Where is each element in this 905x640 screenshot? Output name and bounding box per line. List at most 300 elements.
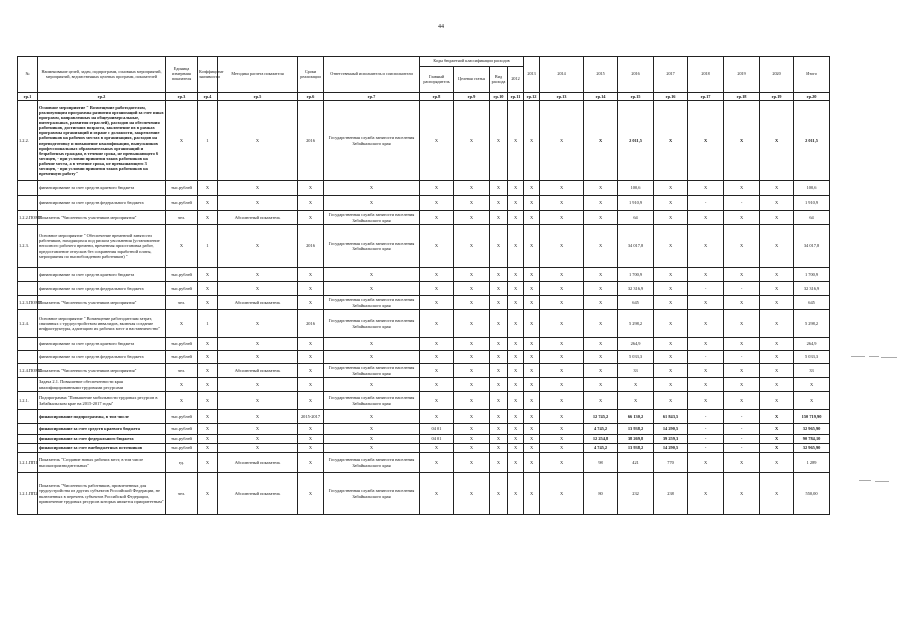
header-executor: Ответственный исполнитель и соисполнители <box>324 57 420 93</box>
table-cell: Х <box>524 338 540 351</box>
table-cell: Х <box>540 473 584 515</box>
table-cell: - <box>688 196 724 211</box>
header-year-2014: 2014 <box>540 57 584 93</box>
table-cell: 421 <box>618 453 654 473</box>
table-cell: 264,9 <box>618 338 654 351</box>
table-cell: Х <box>454 435 490 444</box>
table-cell: Государственная служба занятости населения Забайкальского края <box>324 473 420 515</box>
table-cell: 1.2.2. <box>18 101 38 181</box>
table-cell: Х <box>654 364 688 378</box>
row-name-cell: финансирование за счет средств краевого бюджета <box>38 338 166 351</box>
table-cell: тыс.рублей <box>166 268 198 282</box>
table-cell: 1.2.4. <box>18 310 38 338</box>
table-cell: Х <box>654 296 688 310</box>
table-cell: Х <box>524 364 540 378</box>
table-cell: 61 843,5 <box>654 410 688 424</box>
table-cell: Х <box>298 211 324 225</box>
table-cell: Х <box>420 181 454 196</box>
table-cell: Х <box>198 444 218 453</box>
table-cell: Х <box>508 444 524 453</box>
header-year-2018: 2018 <box>688 57 724 93</box>
table-cell: Х <box>198 435 218 444</box>
table-cell: Х <box>584 364 618 378</box>
table-cell: Х <box>490 444 508 453</box>
table-cell: Х <box>540 364 584 378</box>
table-cell: Х <box>508 392 524 410</box>
table-cell: Х <box>724 225 760 268</box>
row-name-cell: финансирование за счет внебюджетных источников <box>38 444 166 453</box>
table-cell: Х <box>198 338 218 351</box>
table-cell: 14 290,5 <box>654 424 688 435</box>
table-cell: Х <box>490 338 508 351</box>
table-cell: Х <box>524 473 540 515</box>
table-cell: Х <box>298 392 324 410</box>
table-cell: Х <box>618 392 654 410</box>
row-name-cell: финансирование за счет средств краевого бюджета <box>38 268 166 282</box>
table-cell: Х <box>724 364 760 378</box>
table-cell: Х <box>454 444 490 453</box>
table-cell: Х <box>540 435 584 444</box>
table-cell: Х <box>420 351 454 364</box>
table-cell: Х <box>454 364 490 378</box>
table-cell: 1 289 <box>794 453 830 473</box>
table-cell: 98 <box>584 453 618 473</box>
table-cell: Х <box>198 378 218 392</box>
table-cell: Х <box>420 453 454 473</box>
table-cell: Х <box>524 282 540 296</box>
table-cell: Х <box>688 310 724 338</box>
table-row <box>18 338 830 351</box>
table-cell: Х <box>760 282 794 296</box>
header-year-2012: 2012 <box>508 67 524 93</box>
table-cell: Х <box>508 268 524 282</box>
table-cell: Х <box>524 225 540 268</box>
table-cell: Х <box>298 378 324 392</box>
table-cell: Х <box>420 296 454 310</box>
table-cell: Х <box>654 351 688 364</box>
column-number-cell: гр.19 <box>760 93 794 101</box>
table-cell: Х <box>166 101 198 181</box>
table-cell: Х <box>198 181 218 196</box>
table-cell: Х <box>508 282 524 296</box>
table-cell: Х <box>490 435 508 444</box>
header-year-2019: 2019 <box>724 57 760 93</box>
column-number-cell: гр.13 <box>540 93 584 101</box>
table-cell: Х <box>540 444 584 453</box>
table-cell: Х <box>540 410 584 424</box>
table-cell: тыс.рублей <box>166 196 198 211</box>
table-cell: Х <box>454 453 490 473</box>
table-cell: Х <box>420 268 454 282</box>
table-cell: Государственная служба занятости населения Забайкальского края <box>324 296 420 310</box>
table-cell: 1.2.3. <box>18 225 38 268</box>
table-cell: 100,6 <box>618 181 654 196</box>
table-cell: 645 <box>618 296 654 310</box>
table-cell: Х <box>454 296 490 310</box>
table-cell: Х <box>508 453 524 473</box>
column-number-cell: гр.6 <box>298 93 324 101</box>
table-cell: Х <box>490 364 508 378</box>
table-cell: Х <box>324 410 420 424</box>
header-expense-type: Вид расхода <box>490 67 508 93</box>
table-cell: 232 <box>618 473 654 515</box>
table-cell: Х <box>218 410 298 424</box>
table-cell: 2016 <box>298 101 324 181</box>
row-name-cell: Показатель "Численность участников мероприятия" <box>38 211 166 225</box>
table-cell: Х <box>654 181 688 196</box>
column-number-cell: гр.9 <box>454 93 490 101</box>
table-cell: Х <box>540 296 584 310</box>
table-cell: чел. <box>166 473 198 515</box>
table-cell: Х <box>760 444 794 453</box>
table-cell: Х <box>508 424 524 435</box>
table-cell: Х <box>760 351 794 364</box>
column-number-cell: гр.3 <box>166 93 198 101</box>
table-cell: Х <box>760 424 794 435</box>
table-cell: Х <box>524 378 540 392</box>
table-cell: Х <box>298 364 324 378</box>
table-cell: 5 033,3 <box>794 351 830 364</box>
table-cell: - <box>724 435 760 444</box>
table-cell: 4 745,2 <box>584 424 618 435</box>
header-total: Итого <box>794 57 830 93</box>
table-cell: 1.2.1. <box>18 392 38 410</box>
table-cell: Х <box>688 268 724 282</box>
table-cell: Х <box>298 338 324 351</box>
table-cell: Х <box>490 310 508 338</box>
table-cell: Х <box>524 444 540 453</box>
table-cell: - <box>724 444 760 453</box>
table-cell: Х <box>584 378 618 392</box>
table-cell: Х <box>490 392 508 410</box>
table-cell: 33 <box>794 364 830 378</box>
table-cell: Х <box>490 424 508 435</box>
table-cell: Х <box>760 364 794 378</box>
table-cell: Х <box>198 473 218 515</box>
table-row <box>18 364 830 378</box>
table-cell <box>18 444 38 453</box>
row-name-cell: Показатель "Численность участников мероприятия" <box>38 296 166 310</box>
table-cell: Х <box>524 101 540 181</box>
table-cell: Х <box>524 181 540 196</box>
column-number-cell: гр.10 <box>490 93 508 101</box>
table-cell: Х <box>324 435 420 444</box>
table-cell: Х <box>688 378 724 392</box>
table-cell: Х <box>584 101 618 181</box>
table-cell: Х <box>420 410 454 424</box>
table-cell: 5 033,3 <box>618 351 654 364</box>
table-cell: Х <box>298 473 324 515</box>
table-cell: 34 017,8 <box>794 225 830 268</box>
table-cell: Х <box>508 196 524 211</box>
table-cell: Х <box>508 473 524 515</box>
table-cell: 550,00 <box>794 473 830 515</box>
table-cell: 100,6 <box>794 181 830 196</box>
table-row <box>18 310 830 338</box>
table-cell: Х <box>420 378 454 392</box>
table-row <box>18 282 830 296</box>
table-cell: Х <box>688 338 724 351</box>
table-cell: Х <box>540 211 584 225</box>
header-year-2017: 2017 <box>654 57 688 93</box>
table-cell: 64 <box>794 211 830 225</box>
table-cell: Х <box>490 196 508 211</box>
table-body <box>18 101 830 515</box>
column-number-cell: гр.5 <box>218 93 298 101</box>
table-cell: Х <box>524 424 540 435</box>
table-cell: Х <box>198 410 218 424</box>
table-cell: 2016 <box>298 225 324 268</box>
table-cell: Х <box>540 268 584 282</box>
table-cell: Х <box>490 181 508 196</box>
table-cell: Х <box>420 473 454 515</box>
column-number-cell: гр.17 <box>688 93 724 101</box>
table-row <box>18 453 830 473</box>
table-cell: Х <box>218 444 298 453</box>
table-cell: Х <box>508 351 524 364</box>
table-cell: Х <box>324 351 420 364</box>
table-cell: Х <box>654 282 688 296</box>
table-cell: 39 259,3 <box>654 435 688 444</box>
table-cell: Х <box>324 268 420 282</box>
table-cell: Х <box>218 424 298 435</box>
table-cell: Х <box>298 296 324 310</box>
table-cell: Х <box>490 211 508 225</box>
table-cell: Х <box>198 351 218 364</box>
table-cell: Х <box>540 453 584 473</box>
table-cell: Государственная служба занятости населения Забайкальского края <box>324 225 420 268</box>
table-cell: 32 965,90 <box>794 424 830 435</box>
table-cell: 2016 <box>298 310 324 338</box>
table-cell: 5 298,2 <box>618 310 654 338</box>
column-number-cell: гр.2 <box>38 93 166 101</box>
table-cell: Х <box>324 378 420 392</box>
table-cell: Х <box>688 211 724 225</box>
table-cell: Х <box>654 211 688 225</box>
table-cell: Х <box>760 181 794 196</box>
table-cell: Х <box>760 453 794 473</box>
table-cell: Х <box>760 473 794 515</box>
table-cell: Х <box>794 392 830 410</box>
table-cell: Х <box>724 101 760 181</box>
table-cell: 38 269,8 <box>618 435 654 444</box>
table-cell: Х <box>218 392 298 410</box>
table-cell: Х <box>724 181 760 196</box>
table-cell: Абсолютный показатель <box>218 453 298 473</box>
table-cell: Х <box>298 268 324 282</box>
table-cell: Х <box>166 392 198 410</box>
table-cell: Х <box>324 338 420 351</box>
table-cell: Х <box>454 181 490 196</box>
row-name-cell: Основное мероприятие " Обеспечение временной занятости работников, находящихся под риском увольнения (установление неполного рабочего времени, временная приостановка работ, предоставление отпусков без сохранения заработной платы, мероприятия по высвобождению работников) " <box>38 225 166 268</box>
table-row <box>18 435 830 444</box>
table-row <box>18 392 830 410</box>
table-cell: 1 700,9 <box>618 268 654 282</box>
column-number-cell: гр.12 <box>524 93 540 101</box>
table-cell: Х <box>654 101 688 181</box>
table-cell: Х <box>524 410 540 424</box>
table-cell: Х <box>724 268 760 282</box>
table-cell: Х <box>490 101 508 181</box>
table-cell: Государственная служба занятости населения Забайкальского края <box>324 211 420 225</box>
table-cell: Х <box>760 225 794 268</box>
table-cell: Государственная служба занятости населения Забайкальского края <box>324 364 420 378</box>
table-cell <box>18 181 38 196</box>
table-cell: чел. <box>166 364 198 378</box>
row-name-cell: Показатель "Создание новых рабочих мест, в том числе высокопроизводительных" <box>38 453 166 473</box>
table-cell: Х <box>508 181 524 196</box>
table-cell: 32 316,9 <box>794 282 830 296</box>
column-number-cell: гр.16 <box>654 93 688 101</box>
row-name-cell: Основное мероприятие " Возмещение работодателям, реализующим программы развития организаций за счет иных программ, направленных на общеуниверсальные, интегральных, развития отраслей), расходов на обеспечения работников, достигших возраста, заключение их в рамках программы организаций и охране с должности, закрепление работников на рабочих местах в организациях, расходов на переподготовку и повышение квалификации, выпускников профессиональных образовательных организаций и безработных граждан, в течение срока, не превышающего 6 месяцев, - при условии принятия таких работников на рабочие места, а в течение срока, не превышающего 3 месяцев, - при условии принятия таких работников на временную работу" <box>38 101 166 181</box>
table-cell: Х <box>454 101 490 181</box>
row-name-cell: финансирование за счет средств краевого бюджета <box>38 424 166 435</box>
table-cell <box>18 351 38 364</box>
table-cell: Х <box>490 473 508 515</box>
header-no: № <box>18 57 38 93</box>
table-cell: 4 745,2 <box>584 444 618 453</box>
table-cell: Х <box>324 282 420 296</box>
table-cell: Х <box>298 444 324 453</box>
table-cell: 13 938,2 <box>618 424 654 435</box>
table-cell: Х <box>198 211 218 225</box>
table-cell: тыс.рублей <box>166 444 198 453</box>
table-cell: Х <box>760 101 794 181</box>
table-cell: Х <box>524 296 540 310</box>
table-cell: - <box>688 410 724 424</box>
table-cell: Х <box>654 310 688 338</box>
table-cell: Х <box>218 225 298 268</box>
table-cell: Х <box>166 225 198 268</box>
table-cell: Х <box>688 453 724 473</box>
table-cell: 1 910,9 <box>794 196 830 211</box>
table-cell: 12 254,8 <box>584 435 618 444</box>
table-cell: Х <box>524 211 540 225</box>
table-cell: Х <box>760 268 794 282</box>
table-cell: Х <box>198 424 218 435</box>
table-cell: 5 298,2 <box>794 310 830 338</box>
table-cell: Х <box>420 225 454 268</box>
margin-scan-marks <box>831 0 901 640</box>
table-cell: Х <box>218 351 298 364</box>
table-cell <box>18 282 38 296</box>
table-cell: Х <box>524 351 540 364</box>
table-cell: Х <box>490 351 508 364</box>
table-row <box>18 101 830 181</box>
table-cell: 1.2.3.ПОМЗ <box>18 296 38 310</box>
table-cell: тыс.рублей <box>166 181 198 196</box>
table-cell: Х <box>490 282 508 296</box>
table-cell: Х <box>198 392 218 410</box>
table-cell: Х <box>724 453 760 473</box>
table-cell: Х <box>508 364 524 378</box>
column-number-cell: гр.14 <box>584 93 618 101</box>
table-cell: Абсолютный показатель <box>218 296 298 310</box>
table-cell: Х <box>218 310 298 338</box>
table-cell: Х <box>218 378 298 392</box>
row-name-cell: Задача 2.1. Повышение обеспеченности края квалифицированными трудовыми ресурсами <box>38 378 166 392</box>
table-row <box>18 444 830 453</box>
table-cell: Х <box>654 268 688 282</box>
table-cell: Абсолютный показатель <box>218 473 298 515</box>
table-cell: 04 01 <box>420 435 454 444</box>
table-cell: Х <box>524 435 540 444</box>
header-term: Сроки реализации <box>298 57 324 93</box>
table-cell: 90 784,10 <box>794 435 830 444</box>
row-name-cell: финансирование за счет средств краевого бюджета <box>38 181 166 196</box>
table-cell: 2 011,5 <box>794 101 830 181</box>
table-cell: Х <box>420 211 454 225</box>
table-cell: Х <box>420 310 454 338</box>
row-name-cell: финансирование за счет средств федерального бюджета <box>38 196 166 211</box>
table-cell: Х <box>490 225 508 268</box>
table-cell: Х <box>508 211 524 225</box>
table-cell: Х <box>688 101 724 181</box>
table-cell: Х <box>688 473 724 515</box>
table-cell: 04 01 <box>420 424 454 435</box>
table-cell: Х <box>760 435 794 444</box>
table-cell: Х <box>524 453 540 473</box>
table-cell: Х <box>166 310 198 338</box>
table-row <box>18 268 830 282</box>
table-row <box>18 351 830 364</box>
table-cell: Х <box>490 453 508 473</box>
table-cell: - <box>688 424 724 435</box>
table-cell: Х <box>166 378 198 392</box>
table-cell: Х <box>654 392 688 410</box>
table-cell: Х <box>540 181 584 196</box>
table-cell: Х <box>454 392 490 410</box>
table-row <box>18 296 830 310</box>
table-cell: 1.2.1.ПП1 <box>18 453 38 473</box>
table-cell: Х <box>584 351 618 364</box>
header-year-2020: 2020 <box>760 57 794 93</box>
table-cell: Х <box>688 364 724 378</box>
table-cell: Х <box>218 435 298 444</box>
table-cell: тыс.рублей <box>166 410 198 424</box>
table-cell: Х <box>324 424 420 435</box>
table-cell: Х <box>688 392 724 410</box>
table-cell <box>18 378 38 392</box>
table-cell: Х <box>454 282 490 296</box>
table-cell: 34 017,8 <box>618 225 654 268</box>
table-cell: Х <box>584 296 618 310</box>
table-cell: Х <box>724 310 760 338</box>
row-name-cell: Показатель "Численность участников мероприятия" <box>38 364 166 378</box>
table-cell: Х <box>584 338 618 351</box>
table-cell: 33 <box>618 364 654 378</box>
table-cell: Х <box>760 392 794 410</box>
table-cell: - <box>724 424 760 435</box>
table-cell: Х <box>454 338 490 351</box>
table-cell: Х <box>454 211 490 225</box>
column-number-cell: гр.15 <box>618 93 654 101</box>
table-cell: Х <box>584 196 618 211</box>
table-cell: 1 910,9 <box>618 196 654 211</box>
table-cell: Х <box>618 378 654 392</box>
table-cell: Х <box>508 338 524 351</box>
table-cell: Х <box>454 378 490 392</box>
table-cell: 1.2.2.ПОМЗ <box>18 211 38 225</box>
table-cell: Х <box>324 196 420 211</box>
table-cell: Х <box>508 296 524 310</box>
table-cell: Х <box>508 101 524 181</box>
table-cell: тыс.рублей <box>166 282 198 296</box>
table-cell: 12 745,2 <box>584 410 618 424</box>
table-cell: - <box>688 282 724 296</box>
table-cell: Х <box>760 196 794 211</box>
table-cell: чел. <box>166 296 198 310</box>
